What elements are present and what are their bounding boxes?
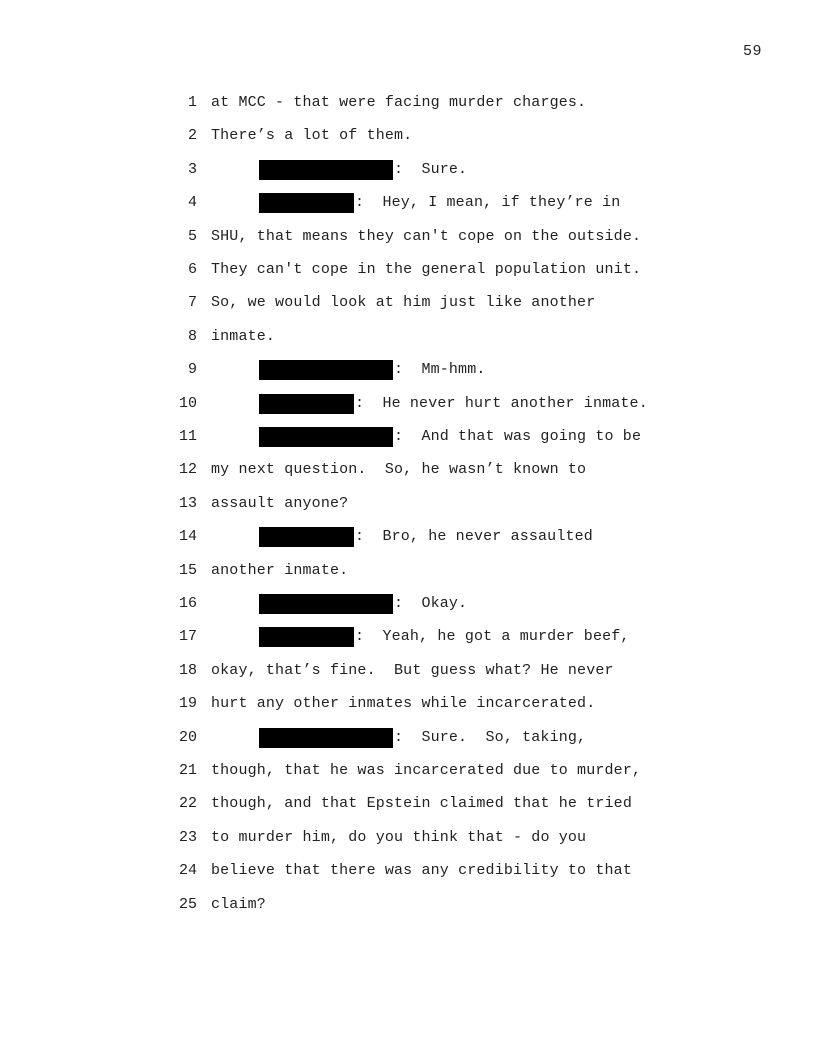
redaction-bar <box>259 527 354 547</box>
line-text: There’s a lot of them. <box>211 127 413 145</box>
speech-text: : And that was going to be <box>394 428 642 445</box>
line-number: 20 <box>178 728 197 746</box>
line-number: 18 <box>178 661 197 679</box>
line-number: 11 <box>178 428 197 445</box>
line-text: SHU, that means they can't cope on the outside. <box>211 227 642 245</box>
speaker-turn <box>259 527 593 547</box>
speaker-turn <box>259 394 648 414</box>
line-text: okay, that’s fine. But guess what? He never <box>211 661 614 679</box>
line-text: my next question. So, he wasn’t known to <box>211 461 587 479</box>
line-number: 7 <box>187 294 197 312</box>
line-text: believe that there was any credibility to that <box>211 862 632 880</box>
line-text: though, and that Epstein claimed that he tried <box>211 795 632 813</box>
redaction-bar <box>259 594 393 614</box>
speaker-turn <box>259 594 467 614</box>
line-text: to murder him, do you think that - do you <box>211 828 587 846</box>
line-number: 10 <box>178 394 197 412</box>
speech-text: : Okay. <box>394 595 468 612</box>
page-number: 59 <box>742 43 762 60</box>
speaker-turn <box>259 427 641 447</box>
speaker-turn <box>259 728 586 748</box>
redaction-bar <box>259 193 354 213</box>
line-number: 1 <box>187 94 197 111</box>
speech-text: : Hey, I mean, if they’re in <box>355 194 621 212</box>
line-number: 24 <box>178 862 197 880</box>
line-text: So, we would look at him just like another <box>211 294 596 312</box>
line-number: 23 <box>178 828 197 846</box>
redaction-bar <box>259 627 354 647</box>
speech-text: : He never hurt another inmate. <box>355 394 648 412</box>
redaction-bar <box>259 160 393 180</box>
line-text: claim? <box>211 895 266 913</box>
redaction-bar <box>259 427 393 447</box>
redaction-bar <box>259 360 393 380</box>
line-number: 3 <box>187 160 197 178</box>
line-number: 21 <box>178 762 197 779</box>
line-number: 15 <box>178 561 197 579</box>
line-number: 5 <box>187 227 197 245</box>
line-text: They can't cope in the general population unit. <box>211 261 642 278</box>
line-text: though, that he was incarcerated due to murder, <box>211 762 642 779</box>
speaker-turn <box>259 627 630 647</box>
line-number: 22 <box>178 795 197 813</box>
line-number: 12 <box>178 461 197 479</box>
redaction-bar <box>259 728 393 748</box>
speech-text: : Sure. <box>394 160 468 178</box>
line-number: 13 <box>178 494 197 512</box>
speech-text: : Yeah, he got a murder beef, <box>355 628 630 646</box>
line-number: 9 <box>187 361 197 379</box>
line-number: 8 <box>187 327 197 345</box>
line-number: 17 <box>178 628 197 646</box>
speech-text: : Sure. So, taking, <box>394 728 587 746</box>
speaker-turn <box>259 193 620 213</box>
speaker-turn <box>259 160 467 180</box>
line-number: 19 <box>178 695 197 713</box>
line-text: hurt any other inmates while incarcerated. <box>211 695 596 713</box>
speech-text: : Mm-hmm. <box>394 361 486 379</box>
line-number: 25 <box>178 895 197 913</box>
line-number: 14 <box>178 528 197 546</box>
speaker-turn <box>259 360 486 380</box>
line-text: at MCC - that were facing murder charges. <box>211 94 587 111</box>
line-text: another inmate. <box>211 561 349 579</box>
line-text: assault anyone? <box>211 494 349 512</box>
redaction-bar <box>259 394 354 414</box>
line-number: 6 <box>187 261 197 278</box>
line-number: 2 <box>187 127 197 145</box>
line-number: 16 <box>178 595 197 612</box>
line-text: inmate. <box>211 327 276 345</box>
line-number: 4 <box>187 194 197 212</box>
speech-text: : Bro, he never assaulted <box>355 528 593 546</box>
